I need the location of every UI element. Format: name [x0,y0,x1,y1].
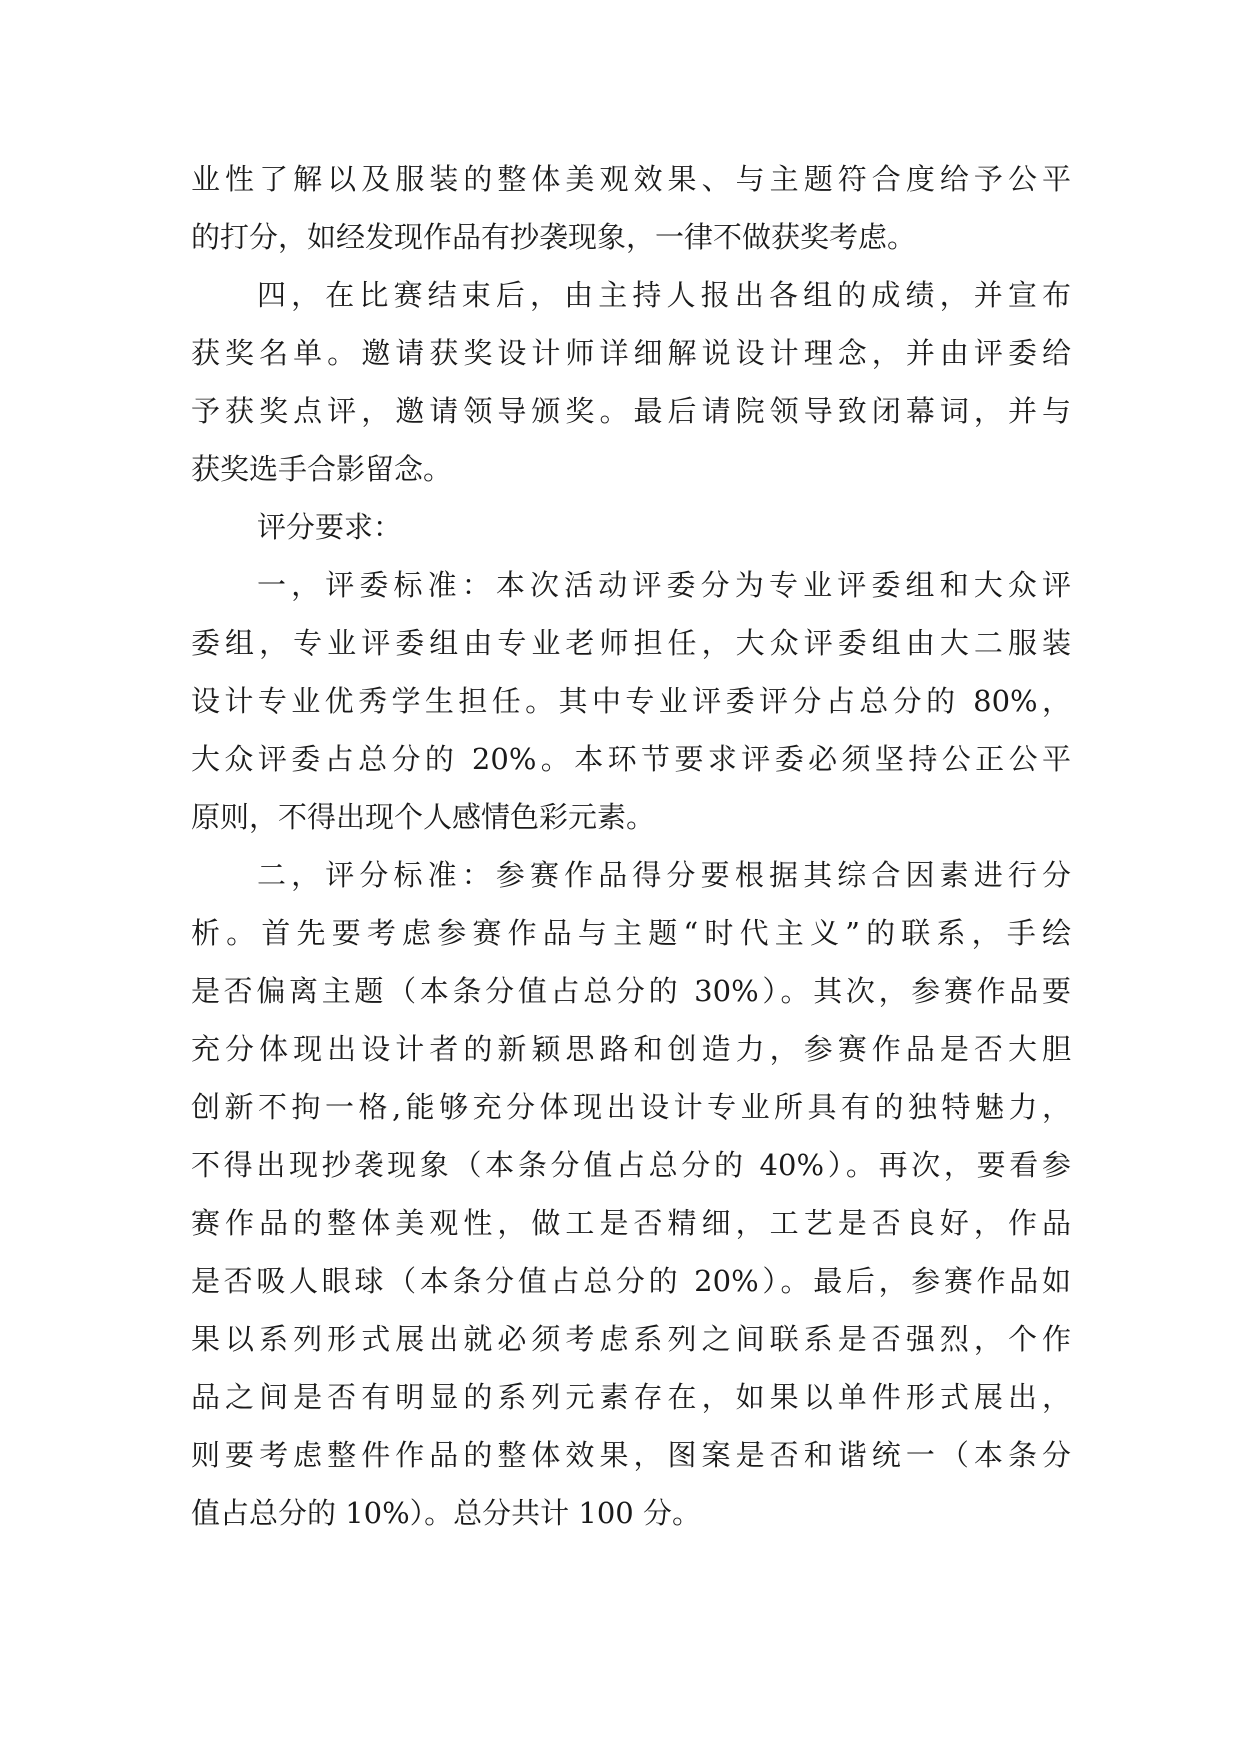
text-line: 则要考虑整件作品的整体效果，图案是否和谐统一（本条分 [191,1438,1071,1472]
text-line: 创新不拘一格,能够充分体现出设计专业所具有的独特魅力， [191,1090,1071,1124]
text-line: 予获奖点评，邀请领导颁奖。最后请院领导致闭幕词，并与 [191,394,1071,428]
text-line: 值占总分的 10%）。总分共计 100 分。 [191,1496,701,1530]
section-heading: 评分要求： [257,510,403,544]
text-line: 析。首先要考虑参赛作品与主题“时代主义”的联系，手绘 [191,916,1071,950]
text-line: 委组，专业评委组由专业老师担任，大众评委组由大二服装 [191,626,1071,660]
text-line: 充分体现出设计者的新颖思路和创造力，参赛作品是否大胆 [191,1032,1071,1066]
text-line: 不得出现抄袭现象（本条分值占总分的 40%）。再次，要看参 [191,1148,1071,1182]
text-line: 原则，不得出现个人感情色彩元素。 [191,800,656,834]
text-line: 业性了解以及服装的整体美观效果、与主题符合度给予公平 [191,162,1071,196]
text-line: 大众评委占总分的 20%。本环节要求评委必须坚持公正公平 [191,742,1071,776]
text-line: 是否偏离主题（本条分值占总分的 30%）。其次，参赛作品要 [191,974,1071,1008]
text-line: 的打分，如经发现作品有抄袭现象，一律不做获奖考虑。 [191,220,917,254]
paragraph-start-line: 一，评委标准：本次活动评委分为专业评委组和大众评 [257,568,1071,602]
text-line: 设计专业优秀学生担任。其中专业评委评分占总分的 80%， [191,684,1071,718]
text-line: 品之间是否有明显的系列元素存在，如果以单件形式展出， [191,1380,1071,1414]
text-line: 是否吸人眼球（本条分值占总分的 20%）。最后，参赛作品如 [191,1264,1071,1298]
text-line: 赛作品的整体美观性，做工是否精细，工艺是否良好，作品 [191,1206,1071,1240]
text-line: 获奖选手合影留念。 [191,452,453,486]
paragraph-start-line: 四，在比赛结束后，由主持人报出各组的成绩，并宣布 [257,278,1071,312]
text-line: 获奖名单。邀请获奖设计师详细解说设计理念，并由评委给 [191,336,1071,370]
text-line: 果以系列形式展出就必须考虑系列之间联系是否强烈，个作 [191,1322,1071,1356]
paragraph-start-line: 二，评分标准：参赛作品得分要根据其综合因素进行分 [257,858,1071,892]
